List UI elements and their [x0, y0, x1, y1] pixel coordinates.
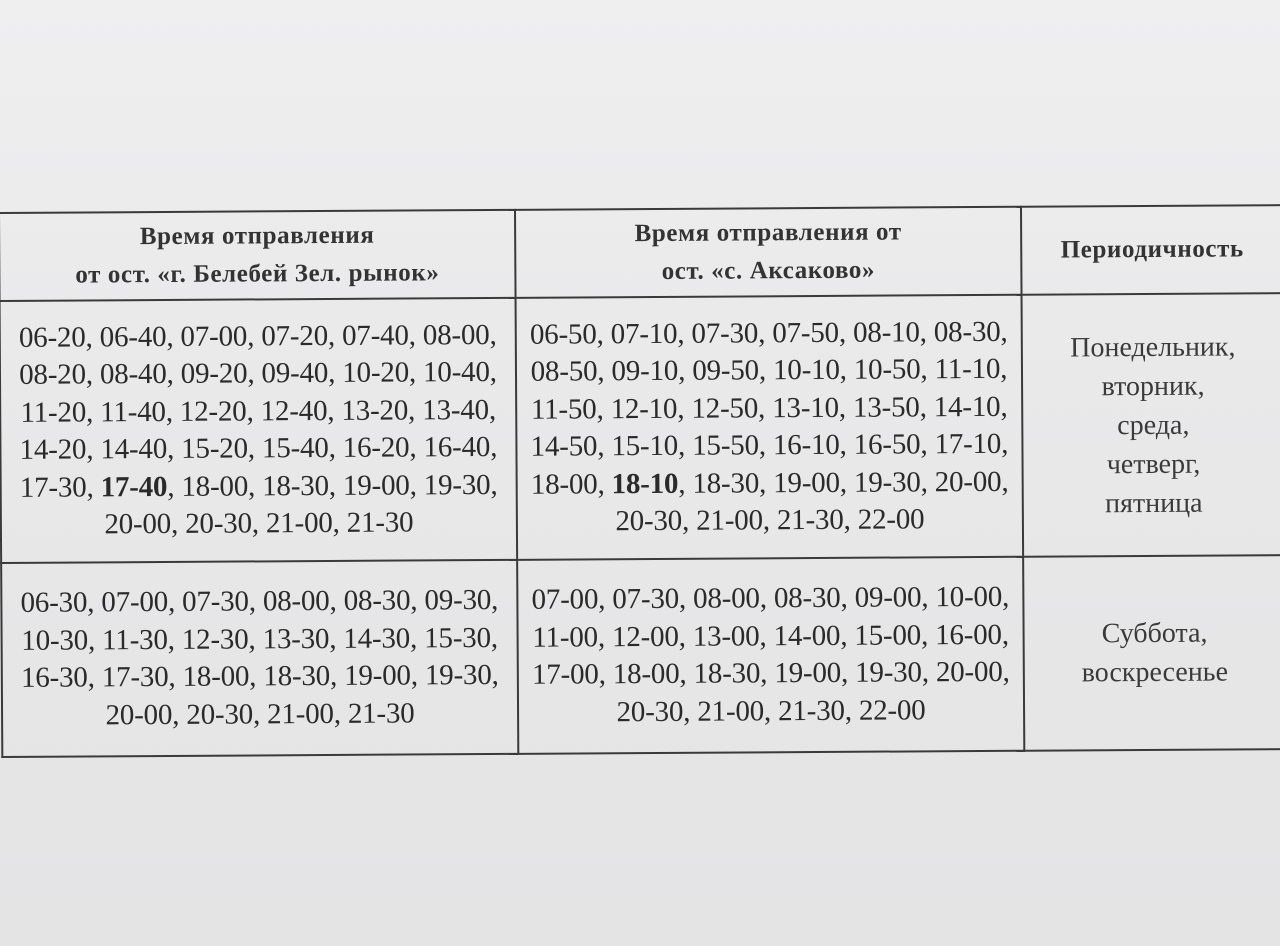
departure-time: 22-00	[858, 693, 926, 727]
departure-time: 21-30	[346, 506, 414, 539]
departure-time: 18-10	[611, 467, 679, 500]
departure-time: 07-30	[691, 316, 759, 350]
departure-time: 18-30	[262, 469, 329, 502]
departure-time: 19-00	[344, 659, 411, 692]
departure-time: 12-10	[610, 392, 678, 425]
departure-time: 17-30	[101, 660, 169, 694]
header-from-belebey	[0, 210, 516, 301]
departure-time: 21-00	[697, 694, 765, 728]
period-day-label: Суббота,	[1101, 617, 1208, 650]
departure-time: 11-00	[532, 620, 599, 654]
departure-time: 22-00	[857, 503, 925, 536]
departure-time: 12-40	[260, 394, 328, 427]
departure-time: 13-40	[422, 393, 489, 426]
departure-time: 19-30	[855, 656, 922, 689]
header-row	[0, 205, 1280, 301]
departure-time: 09-30	[424, 583, 492, 617]
departure-time: 20-30	[615, 504, 683, 538]
times-from-aksakovo: 06-50, 07-10, 07-30, 07-50, 08-10, 08-30, 08-50, 09-10, 09-50, 10-10, 10-50, 11-10, 11-50, 12-10, 12-50, 13-10, 13-50, 14-10, 14-50, 15-10, 15-50, 16-10, 16-50, 17-10, 18-00, 18-10, 18-30, 19-00, 19-30, 20-00, 20-30, 21-00, 21-30, 22-00	[516, 295, 1024, 560]
schedule-row-weekdays	[0, 293, 1280, 563]
departure-time: 16-40	[423, 430, 491, 464]
period-day-label: пятница	[1104, 487, 1203, 519]
departure-time: 19-00	[342, 468, 410, 502]
departure-time: 09-00	[854, 581, 922, 614]
departure-time: 11-50	[530, 392, 597, 426]
departure-time: 07-20	[261, 319, 329, 352]
header-from-aksakovo-line-2: ост. «с. Аксаково»	[661, 256, 876, 285]
departure-time: 21-00	[696, 504, 763, 537]
departure-time: 14-50	[530, 430, 598, 463]
departure-time: 09-20	[180, 357, 248, 390]
bus-schedule-table	[0, 204, 1280, 758]
departure-time: 17-10	[934, 427, 1002, 461]
header-from-belebey-line-2: от ост. «г. Белебей Зел. рынок»	[75, 259, 440, 289]
departure-time: 15-20	[181, 432, 248, 465]
departure-time: 08-10	[852, 315, 920, 349]
departure-time: 20-00	[935, 655, 1003, 689]
departure-time: 18-30	[693, 657, 761, 690]
departure-time: 10-20	[342, 356, 410, 389]
departure-time: 21-30	[778, 694, 845, 727]
departure-time: 10-50	[853, 353, 921, 386]
departure-time: 19-30	[423, 468, 491, 501]
departure-time: 06-50	[529, 317, 597, 351]
departure-time: 08-00	[262, 584, 330, 618]
departure-time: 15-40	[261, 431, 329, 465]
departure-time: 06-30	[20, 586, 88, 619]
times-from-belebey: 06-30, 07-00, 07-30, 08-00, 08-30, 09-30, 10-30, 11-30, 12-30, 13-30, 14-30, 15-30, 16-30, 17-30, 18-00, 18-30, 19-00, 19-30, 20-00, 20-30, 21-00, 21-30	[1, 560, 518, 757]
departure-time: 08-00	[693, 582, 760, 615]
departure-time: 13-30	[262, 622, 330, 655]
departure-time: 19-30	[424, 658, 492, 692]
departure-time: 11-10	[934, 352, 1001, 386]
departure-time: 07-30	[612, 582, 680, 616]
departure-time: 10-30	[21, 623, 89, 657]
departure-time: 07-10	[610, 317, 678, 350]
header-from-aksakovo-line-1: Время отправления от	[634, 218, 902, 248]
departure-time: 15-50	[692, 429, 759, 462]
departure-time: 18-00	[182, 660, 250, 693]
departure-time: 07-00	[180, 319, 248, 353]
departure-time: 16-00	[935, 618, 1002, 651]
departure-time: 08-30	[343, 584, 411, 617]
departure-time: 20-00	[105, 698, 173, 731]
departure-time: 14-20	[19, 433, 87, 466]
departure-time: 07-50	[772, 316, 840, 349]
departure-time: 20-30	[185, 507, 252, 540]
departure-time: 14-00	[773, 619, 841, 652]
departure-time: 18-00	[530, 467, 598, 501]
header-from-belebey-line-1: Время отправления	[139, 221, 375, 251]
departure-time: 18-30	[263, 659, 331, 693]
departure-time: 07-40	[341, 318, 409, 352]
departure-time: 08-30	[933, 315, 1001, 348]
departure-time: 11-20	[20, 395, 87, 429]
period-weekend	[1023, 555, 1280, 751]
departure-time: 20-00	[934, 465, 1002, 498]
period-day-label: воскресенье	[1081, 656, 1229, 689]
schedule-row-weekend	[1, 555, 1280, 757]
departure-time: 13-50	[852, 390, 920, 424]
times-from-aksakovo: 07-00, 07-30, 08-00, 08-30, 09-00, 10-00, 11-00, 12-00, 13-00, 14-00, 15-00, 16-00, 17-00, 18-00, 18-30, 19-00, 19-30, 20-00, 20-30, 21-00, 21-30, 22-00	[517, 557, 1024, 754]
departure-time: 15-10	[611, 429, 679, 463]
departure-time: 19-00	[774, 656, 842, 690]
departure-time: 11-30	[102, 623, 168, 656]
period-weekdays	[1022, 293, 1280, 557]
departure-time: 16-50	[853, 428, 921, 461]
departure-time: 07-00	[101, 585, 169, 619]
departure-time: 18-30	[692, 466, 760, 500]
departure-time: 08-00	[422, 318, 490, 351]
departure-time: 19-00	[773, 466, 840, 499]
period-day-label: четверг,	[1106, 448, 1201, 480]
departure-time: 16-10	[772, 428, 840, 462]
departure-time: 12-20	[179, 394, 247, 428]
departure-time: 17-30	[19, 470, 87, 504]
departure-time: 15-00	[854, 618, 922, 652]
departure-time: 12-50	[691, 391, 759, 425]
departure-time: 11-40	[100, 395, 166, 428]
departure-time: 21-00	[267, 697, 334, 730]
departure-time: 14-30	[343, 621, 411, 655]
departure-time: 21-00	[265, 506, 333, 540]
departure-time: 07-30	[182, 585, 249, 618]
departure-time: 10-10	[772, 353, 840, 387]
departure-time: 06-40	[99, 320, 167, 353]
departure-time: 19-30	[853, 465, 921, 499]
departure-time: 21-30	[347, 696, 415, 730]
departure-time: 21-30	[776, 503, 844, 537]
departure-time: 16-30	[20, 661, 88, 694]
departure-time: 17-40	[100, 470, 168, 503]
departure-time: 18-00	[612, 657, 680, 691]
period-day-label: вторник,	[1101, 370, 1205, 402]
departure-time: 08-30	[773, 581, 841, 615]
departure-time: 13-10	[772, 391, 839, 424]
departure-time: 16-20	[342, 431, 410, 464]
departure-time: 10-40	[422, 355, 490, 389]
departure-time: 14-40	[100, 432, 168, 466]
departure-time: 08-20	[19, 358, 86, 391]
period-day-label: Понедельник,	[1070, 330, 1236, 363]
header-from-aksakovo	[515, 207, 1022, 298]
departure-time: 18-00	[181, 469, 249, 503]
departure-time: 08-50	[530, 355, 598, 388]
departure-time: 09-50	[692, 354, 760, 387]
header-periodicity	[1021, 205, 1280, 295]
departure-time: 08-40	[99, 357, 167, 391]
departure-time: 09-40	[261, 356, 329, 390]
header-periodicity-label: Периодичность	[1060, 235, 1244, 264]
departure-time: 17-00	[531, 658, 599, 691]
departure-time: 14-10	[933, 390, 1001, 423]
departure-time: 12-00	[611, 620, 679, 653]
departure-time: 09-10	[611, 354, 679, 388]
departure-time: 15-30	[424, 621, 491, 654]
departure-time: 13-20	[341, 393, 409, 427]
departure-time: 20-30	[186, 697, 254, 731]
departure-time: 10-00	[935, 580, 1003, 614]
departure-time: 06-20	[18, 320, 86, 354]
period-day-label: среда,	[1117, 409, 1190, 441]
departure-time: 13-00	[692, 619, 760, 653]
times-from-belebey: 06-20, 06-40, 07-00, 07-20, 07-40, 08-00, 08-20, 08-40, 09-20, 09-40, 10-20, 10-40, 11-20, 11-40, 12-20, 12-40, 13-20, 13-40, 14-20, 14-40, 15-20, 15-40, 16-20, 16-40, 17-30, 17-40, 18-00, 18-30, 19-00, 19-30, 20-00, 20-30, 21-00, 21-30	[0, 298, 517, 563]
departure-time: 20-30	[616, 695, 684, 728]
departure-time: 20-00	[104, 507, 172, 541]
departure-time: 07-00	[531, 583, 599, 616]
departure-time: 12-30	[181, 622, 249, 656]
